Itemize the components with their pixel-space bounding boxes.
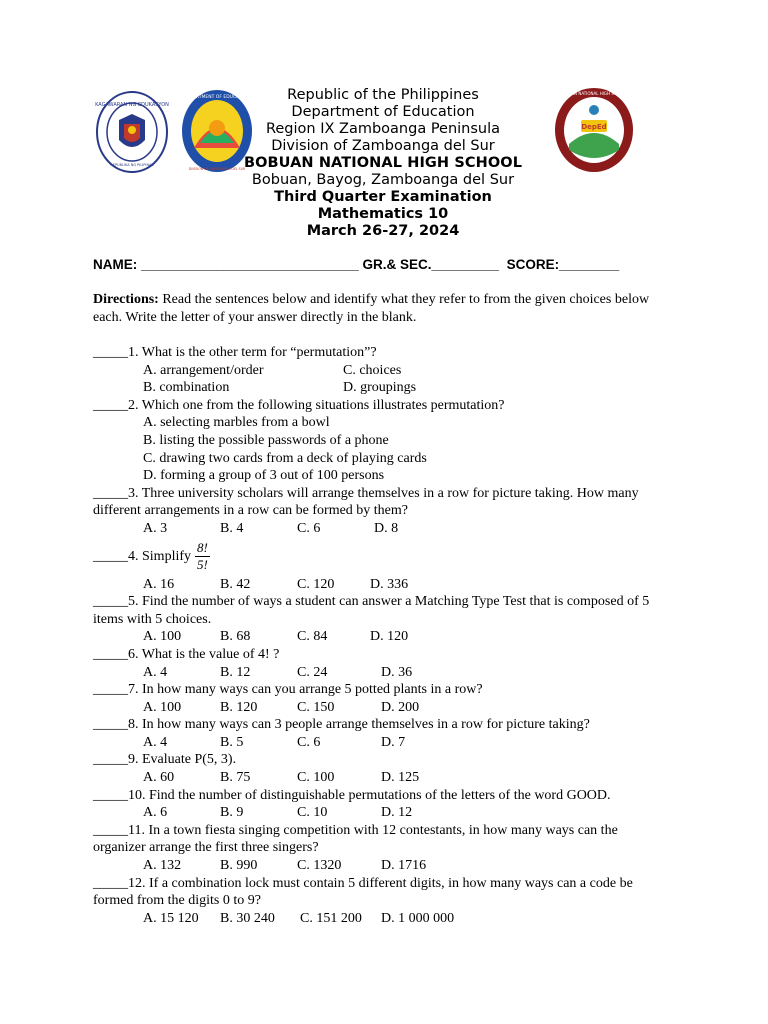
student-info-line[interactable]: NAME: _____________________________ GR.& SEC._________ SCORE:________ xyxy=(93,257,620,272)
header-date: March 26-27, 2024 xyxy=(306,223,460,239)
question-3-text-2: different arrangements in a row can be formed by them? xyxy=(93,503,408,519)
directions-block xyxy=(93,291,673,326)
deped-seal-logo xyxy=(95,90,169,179)
question-11-option-c: C. 1320 xyxy=(297,858,342,874)
question-7-option-a: A. 100 xyxy=(143,699,182,715)
question-7-option-b: B. 120 xyxy=(220,699,258,715)
question-1-option-a: A. arrangement/order xyxy=(143,362,264,378)
question-3-text-1: _____3. Three university scholars will arrange themselves in a row for picture taking. How many xyxy=(93,485,639,501)
question-6-option-c: C. 24 xyxy=(297,664,328,680)
question-4-option-c: C. 120 xyxy=(297,576,335,592)
question-7-option-d: D. 200 xyxy=(381,699,420,715)
question-9-option-a: A. 60 xyxy=(143,770,175,786)
question-12-text-2: formed from the digits 0 to 9? xyxy=(93,893,261,909)
question-11-option-a: A. 132 xyxy=(143,858,182,874)
questions-block xyxy=(93,344,673,927)
directions-text-2: each. Write the letter of your answer directly in the blank. xyxy=(93,309,417,325)
question-4-fraction xyxy=(195,540,210,573)
question-5-option-a: A. 100 xyxy=(143,629,182,645)
question-2-option-d: D. forming a group of 3 out of 100 persons xyxy=(143,468,385,484)
question-11-option-b: B. 990 xyxy=(220,858,258,874)
header-division: Division of Zamboanga del Sur xyxy=(271,138,495,154)
fraction-numerator: 8! xyxy=(197,539,208,555)
question-1-option-b: B. combination xyxy=(143,380,230,396)
school-logo-center-text: DepEd xyxy=(581,123,607,131)
question-6-option-b: B. 12 xyxy=(220,664,251,680)
question-11-text-1: _____11. In a town fiesta singing competition with 12 contestants, in how many ways can the xyxy=(93,822,618,838)
question-9-option-d: D. 125 xyxy=(381,770,420,786)
question-10-option-b: B. 9 xyxy=(220,805,244,821)
question-10-option-c: C. 10 xyxy=(297,805,328,821)
question-12-option-d: D. 1 000 000 xyxy=(381,910,455,926)
division-logo-bottom-text: DIVISION OF ZAMBOANGA DEL SUR xyxy=(188,167,246,171)
question-5-text-2: items with 5 choices. xyxy=(93,611,212,627)
school-logo-text: BOBUAN NATIONAL HIGH SCHOOL xyxy=(559,91,629,96)
question-8-option-b: B. 5 xyxy=(220,734,244,750)
header-school-address: Bobuan, Bayog, Zamboanga del Sur xyxy=(251,172,515,188)
question-1-option-c: C. choices xyxy=(343,362,402,378)
division-logo-text: DEPARTMENT OF EDUCATION xyxy=(184,95,250,100)
question-9-text: _____9. Evaluate P(5, 3). xyxy=(93,752,237,768)
question-7-text: _____7. In how many ways can you arrange 5 potted plants in a row? xyxy=(93,682,483,698)
directions-label: Directions: xyxy=(93,292,159,307)
question-12-option-a: A. 15 120 xyxy=(143,910,199,926)
deped-seal-text: KAGAWARAN NG EDUKASYON xyxy=(95,102,169,108)
header-subject: Mathematics 10 xyxy=(317,206,449,222)
question-3-option-a: A. 3 xyxy=(143,520,168,536)
question-8-option-a: A. 4 xyxy=(143,734,168,750)
question-2-option-b: B. listing the possible passwords of a phone xyxy=(143,432,389,448)
header-school-name: BOBUAN NATIONAL HIGH SCHOOL xyxy=(243,155,523,171)
question-4-option-a: A. 16 xyxy=(143,576,175,592)
question-12-option-b: B. 30 240 xyxy=(220,910,275,926)
question-11-option-d: D. 1716 xyxy=(381,858,427,874)
header-exam-title: Third Quarter Examination xyxy=(274,189,492,205)
header-republic: Republic of the Philippines xyxy=(287,87,479,103)
question-10-text: _____10. Find the number of distinguishable permutations of the letters of the word GOOD. xyxy=(93,787,611,803)
question-5-option-b: B. 68 xyxy=(220,629,251,645)
question-3-option-c: C. 6 xyxy=(297,520,321,536)
question-4-option-d: D. 336 xyxy=(370,576,409,592)
question-8-option-d: D. 7 xyxy=(381,734,406,750)
question-8-option-c: C. 6 xyxy=(297,734,321,750)
question-2-option-a: A. selecting marbles from a bowl xyxy=(143,415,330,431)
header-department: Department of Education xyxy=(291,104,475,120)
question-5-option-d: D. 120 xyxy=(370,629,409,645)
question-4-option-b: B. 42 xyxy=(220,576,251,592)
question-4-text: _____4. Simplify xyxy=(93,548,192,564)
question-6-option-d: D. 36 xyxy=(381,664,413,680)
question-1-option-d: D. groupings xyxy=(343,380,417,396)
deped-seal-bottom-text: REPUBLIKA NG PILIPINAS xyxy=(110,163,154,167)
question-7-option-c: C. 150 xyxy=(297,699,335,715)
question-12-option-c: C. 151 200 xyxy=(300,910,362,926)
document-header xyxy=(200,87,566,240)
question-10-option-d: D. 12 xyxy=(381,805,413,821)
question-10-option-a: A. 6 xyxy=(143,805,168,821)
header-region: Region IX Zamboanga Peninsula xyxy=(265,121,501,137)
question-1-text: _____1. What is the other term for “permutation”? xyxy=(93,345,377,360)
question-6-option-a: A. 4 xyxy=(143,664,168,680)
question-8-text: _____8. In how many ways can 3 people arrange themselves in a row for picture taking? xyxy=(93,717,590,733)
question-2-text: _____2. Which one from the following situations illustrates permutation? xyxy=(93,397,505,413)
fraction-denominator: 5! xyxy=(197,556,208,572)
question-3-option-b: B. 4 xyxy=(220,520,244,536)
question-6-text: _____6. What is the value of 4! ? xyxy=(93,646,280,662)
question-9-option-c: C. 100 xyxy=(297,770,335,786)
question-12-text-1: _____12. If a combination lock must contain 5 different digits, in how many ways can a code be xyxy=(93,875,633,891)
question-9-option-b: B. 75 xyxy=(220,770,251,786)
directions-text-1: Read the sentences below and identify what they refer to from the given choices below xyxy=(158,292,650,307)
question-3-option-d: D. 8 xyxy=(374,520,399,536)
question-5-text-1: _____5. Find the number of ways a student can answer a Matching Type Test that is composed of 5 xyxy=(93,594,650,610)
question-5-option-c: C. 84 xyxy=(297,629,328,645)
question-2-option-c: C. drawing two cards from a deck of playing cards xyxy=(143,450,427,466)
question-11-text-2: organizer arrange the first three singers? xyxy=(93,840,319,856)
